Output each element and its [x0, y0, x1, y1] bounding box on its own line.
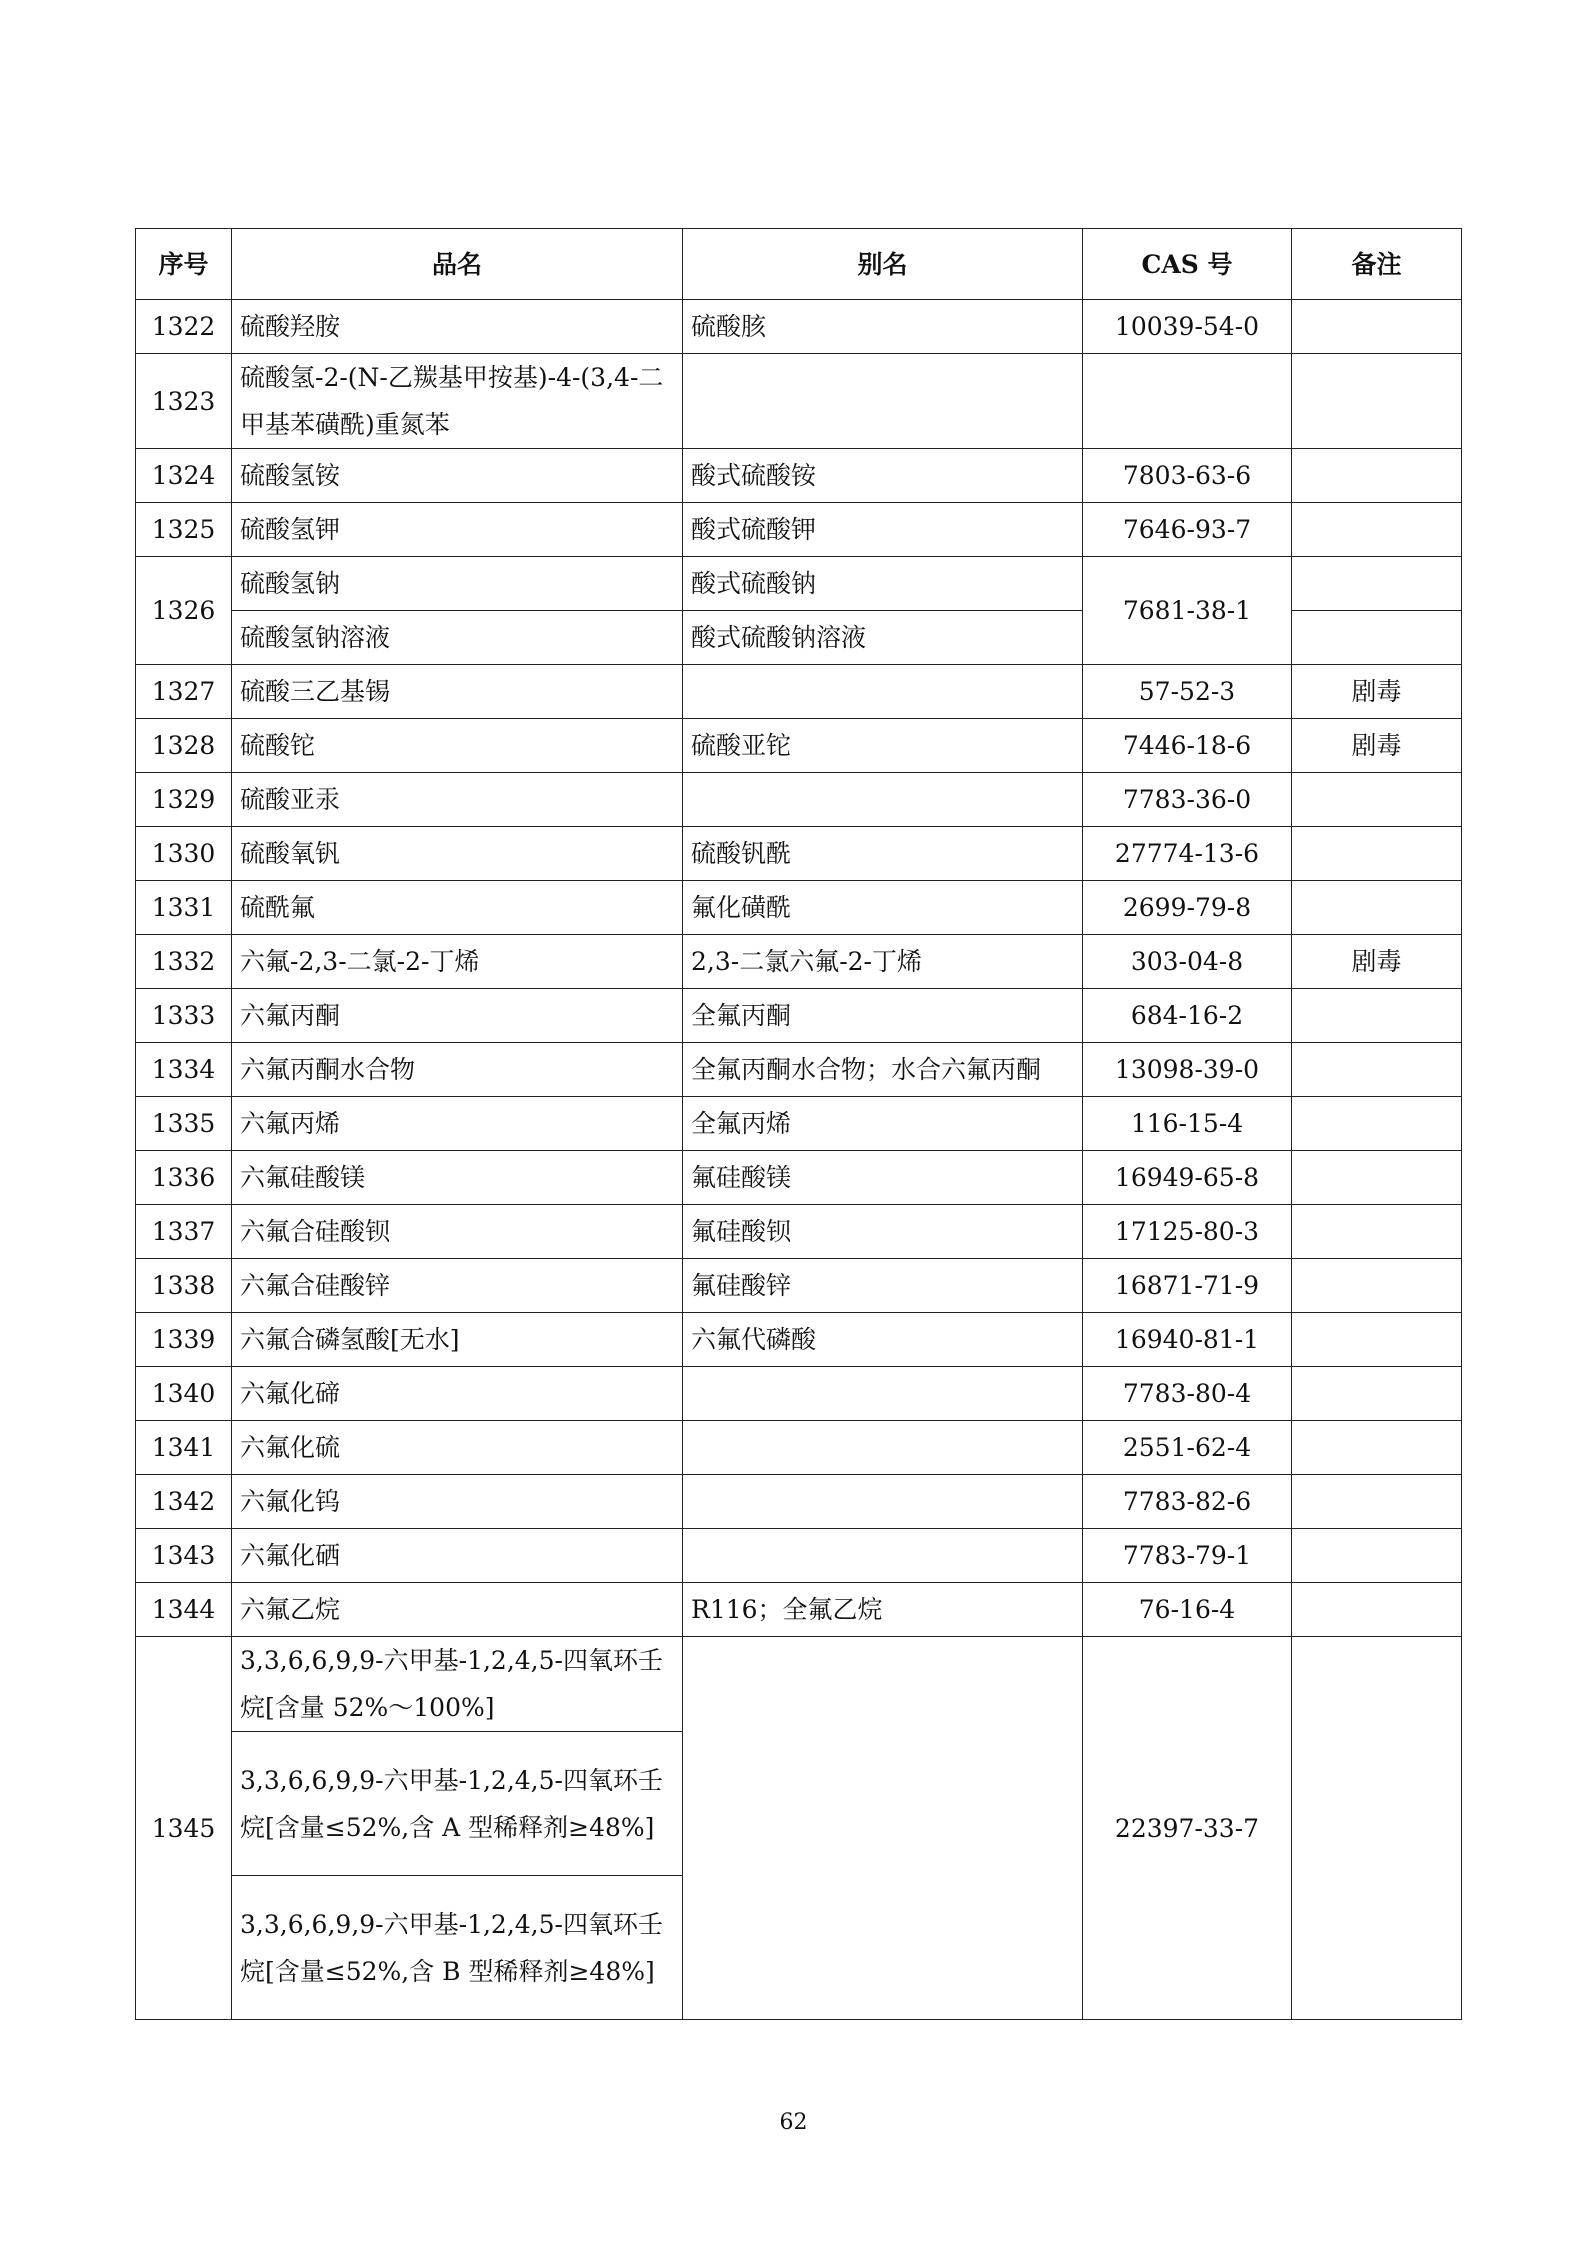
- table-row: [136, 719, 1462, 773]
- cell-cas: 684-16-2: [1083, 989, 1292, 1043]
- cell-alias: 氟硅酸锌: [683, 1259, 1083, 1313]
- chemical-list-table: [135, 228, 1462, 2020]
- table-row: [136, 881, 1462, 935]
- cell-note: [1292, 773, 1462, 827]
- cell-alias: 六氟代磷酸: [683, 1313, 1083, 1367]
- cell-no: 1337: [136, 1205, 232, 1259]
- cell-no: 1327: [136, 665, 232, 719]
- cell-name: 六氟乙烷: [232, 1583, 683, 1637]
- cell-no: 1342: [136, 1475, 232, 1529]
- cell-no: 1344: [136, 1583, 232, 1637]
- cell-note: [1292, 449, 1462, 503]
- cell-cas: 116-15-4: [1083, 1097, 1292, 1151]
- cell-no: 1329: [136, 773, 232, 827]
- cell-alias: 全氟丙酮: [683, 989, 1083, 1043]
- cell-no: 1324: [136, 449, 232, 503]
- cell-cas: 2699-79-8: [1083, 881, 1292, 935]
- cell-note: [1292, 1043, 1462, 1097]
- cell-name: 硫酰氟: [232, 881, 683, 935]
- table-row: [136, 557, 1462, 611]
- cell-note: [1292, 503, 1462, 557]
- table-row: [136, 1097, 1462, 1151]
- cell-name: 3,3,6,6,9,9-六甲基-1,2,4,5-四氧环壬烷[含量≤52%,含 B 型稀释剂≥48%]: [232, 1876, 683, 2020]
- cell-no: 1335: [136, 1097, 232, 1151]
- cell-cas: 7446-18-6: [1083, 719, 1292, 773]
- header-cas: CAS 号: [1083, 229, 1292, 300]
- cell-name: 硫酸氢钾: [232, 503, 683, 557]
- table-row: [136, 1313, 1462, 1367]
- header-note: 备注: [1292, 229, 1462, 300]
- cell-alias: 酸式硫酸钠: [683, 557, 1083, 611]
- header-alias: 别名: [683, 229, 1083, 300]
- cell-no: 1325: [136, 503, 232, 557]
- cell-note: [1292, 1367, 1462, 1421]
- cell-note: [1292, 1583, 1462, 1637]
- cell-name: 六氟合硅酸钡: [232, 1205, 683, 1259]
- cell-note: [1292, 557, 1462, 611]
- cell-note: 剧毒: [1292, 719, 1462, 773]
- cell-note: [1292, 354, 1462, 449]
- cell-alias: [683, 1475, 1083, 1529]
- cell-alias: [683, 1529, 1083, 1583]
- cell-name: 六氟丙酮: [232, 989, 683, 1043]
- cell-no: 1322: [136, 300, 232, 354]
- cell-no: 1326: [136, 557, 232, 665]
- cell-cas: 16871-71-9: [1083, 1259, 1292, 1313]
- cell-name: 硫酸羟胺: [232, 300, 683, 354]
- cell-alias: 硫酸钒酰: [683, 827, 1083, 881]
- cell-name: 六氟合磷氢酸[无水]: [232, 1313, 683, 1367]
- cell-alias: 硫酸胲: [683, 300, 1083, 354]
- cell-no: 1341: [136, 1421, 232, 1475]
- table-row: [136, 1529, 1462, 1583]
- cell-name: 六氟硅酸镁: [232, 1151, 683, 1205]
- cell-alias: 酸式硫酸钠溶液: [683, 611, 1083, 665]
- cell-note: [1292, 1205, 1462, 1259]
- table-row: [136, 1475, 1462, 1529]
- cell-no: 1332: [136, 935, 232, 989]
- table-row: [136, 354, 1462, 449]
- cell-note: [1292, 827, 1462, 881]
- cell-cas: 7783-79-1: [1083, 1529, 1292, 1583]
- cell-no: 1336: [136, 1151, 232, 1205]
- table-row: [136, 1151, 1462, 1205]
- cell-cas: [1083, 354, 1292, 449]
- cell-no: 1343: [136, 1529, 232, 1583]
- cell-cas: 7681-38-1: [1083, 557, 1292, 665]
- cell-no: 1338: [136, 1259, 232, 1313]
- table-row: [136, 449, 1462, 503]
- cell-no: 1331: [136, 881, 232, 935]
- table-body: [136, 300, 1462, 2020]
- cell-alias: [683, 665, 1083, 719]
- cell-alias: 氟化磺酰: [683, 881, 1083, 935]
- cell-cas: 13098-39-0: [1083, 1043, 1292, 1097]
- cell-cas: 7783-36-0: [1083, 773, 1292, 827]
- cell-name: 硫酸氢钠: [232, 557, 683, 611]
- cell-no: 1334: [136, 1043, 232, 1097]
- cell-note: 剧毒: [1292, 665, 1462, 719]
- table-header-row: [136, 229, 1462, 300]
- cell-name: 六氟化钨: [232, 1475, 683, 1529]
- table-row: [136, 935, 1462, 989]
- cell-name: 硫酸氢铵: [232, 449, 683, 503]
- cell-cas: 7803-63-6: [1083, 449, 1292, 503]
- cell-cas: 303-04-8: [1083, 935, 1292, 989]
- cell-name: 硫酸三乙基锡: [232, 665, 683, 719]
- cell-name: 六氟化碲: [232, 1367, 683, 1421]
- table-row: [136, 773, 1462, 827]
- page-number: 62: [779, 2110, 808, 2135]
- cell-cas: 7646-93-7: [1083, 503, 1292, 557]
- cell-note: [1292, 300, 1462, 354]
- table-row: [136, 1205, 1462, 1259]
- cell-alias: 全氟丙烯: [683, 1097, 1083, 1151]
- cell-note: 剧毒: [1292, 935, 1462, 989]
- cell-cas: 2551-62-4: [1083, 1421, 1292, 1475]
- table-row: [136, 1367, 1462, 1421]
- cell-cas: 27774-13-6: [1083, 827, 1292, 881]
- cell-alias: R116；全氟乙烷: [683, 1583, 1083, 1637]
- table-row: [136, 1421, 1462, 1475]
- cell-name: 3,3,6,6,9,9-六甲基-1,2,4,5-四氧环壬烷[含量≤52%,含 A 型稀释剂≥48%]: [232, 1732, 683, 1876]
- cell-cas: 10039-54-0: [1083, 300, 1292, 354]
- cell-no: 1339: [136, 1313, 232, 1367]
- table-row: [136, 1637, 1462, 1732]
- cell-name: 六氟化硫: [232, 1421, 683, 1475]
- cell-name: 硫酸亚汞: [232, 773, 683, 827]
- cell-alias: 氟硅酸镁: [683, 1151, 1083, 1205]
- cell-name: 硫酸氢-2-(N-乙羰基甲按基)-4-(3,4-二甲基苯磺酰)重氮苯: [232, 354, 683, 449]
- table-row: [136, 665, 1462, 719]
- cell-name: 六氟丙烯: [232, 1097, 683, 1151]
- table-row: [136, 827, 1462, 881]
- cell-note: [1292, 1529, 1462, 1583]
- cell-alias: 全氟丙酮水合物；水合六氟丙酮: [683, 1043, 1083, 1097]
- cell-alias: 2,3-二氯六氟-2-丁烯: [683, 935, 1083, 989]
- header-name: 品名: [232, 229, 683, 300]
- cell-name: 六氟丙酮水合物: [232, 1043, 683, 1097]
- cell-no: 1330: [136, 827, 232, 881]
- cell-note: [1292, 611, 1462, 665]
- cell-note: [1292, 1151, 1462, 1205]
- cell-alias: 酸式硫酸铵: [683, 449, 1083, 503]
- cell-cas: 57-52-3: [1083, 665, 1292, 719]
- cell-note: [1292, 881, 1462, 935]
- cell-name: 硫酸氧钒: [232, 827, 683, 881]
- cell-alias: [683, 1421, 1083, 1475]
- cell-name: 硫酸铊: [232, 719, 683, 773]
- cell-cas: 17125-80-3: [1083, 1205, 1292, 1259]
- cell-name: 硫酸氢钠溶液: [232, 611, 683, 665]
- cell-note: [1292, 1313, 1462, 1367]
- cell-cas: 76-16-4: [1083, 1583, 1292, 1637]
- cell-alias: [683, 1367, 1083, 1421]
- cell-cas: 7783-82-6: [1083, 1475, 1292, 1529]
- cell-name: 六氟化硒: [232, 1529, 683, 1583]
- cell-no: 1340: [136, 1367, 232, 1421]
- cell-cas: 7783-80-4: [1083, 1367, 1292, 1421]
- cell-note: [1292, 1637, 1462, 2020]
- cell-no: 1328: [136, 719, 232, 773]
- table-row: [136, 300, 1462, 354]
- header-no: 序号: [136, 229, 232, 300]
- table-row: [136, 1259, 1462, 1313]
- cell-alias: [683, 773, 1083, 827]
- cell-name: 六氟合硅酸锌: [232, 1259, 683, 1313]
- cell-no: 1323: [136, 354, 232, 449]
- cell-alias: 硫酸亚铊: [683, 719, 1083, 773]
- cell-cas: 16940-81-1: [1083, 1313, 1292, 1367]
- cell-alias: [683, 354, 1083, 449]
- cell-note: [1292, 1097, 1462, 1151]
- cell-note: [1292, 989, 1462, 1043]
- cell-no: 1333: [136, 989, 232, 1043]
- cell-cas: 16949-65-8: [1083, 1151, 1292, 1205]
- cell-note: [1292, 1259, 1462, 1313]
- cell-alias: 氟硅酸钡: [683, 1205, 1083, 1259]
- cell-note: [1292, 1421, 1462, 1475]
- cell-no: 1345: [136, 1637, 232, 2020]
- table-row: [136, 1583, 1462, 1637]
- cell-alias: 酸式硫酸钾: [683, 503, 1083, 557]
- table-row: [136, 503, 1462, 557]
- table-row: [136, 989, 1462, 1043]
- cell-note: [1292, 1475, 1462, 1529]
- cell-alias: [683, 1637, 1083, 2020]
- cell-cas: 22397-33-7: [1083, 1637, 1292, 2020]
- table-row: [136, 1043, 1462, 1097]
- cell-name: 3,3,6,6,9,9-六甲基-1,2,4,5-四氧环壬烷[含量 52%～100%]: [232, 1637, 683, 1732]
- cell-name: 六氟-2,3-二氯-2-丁烯: [232, 935, 683, 989]
